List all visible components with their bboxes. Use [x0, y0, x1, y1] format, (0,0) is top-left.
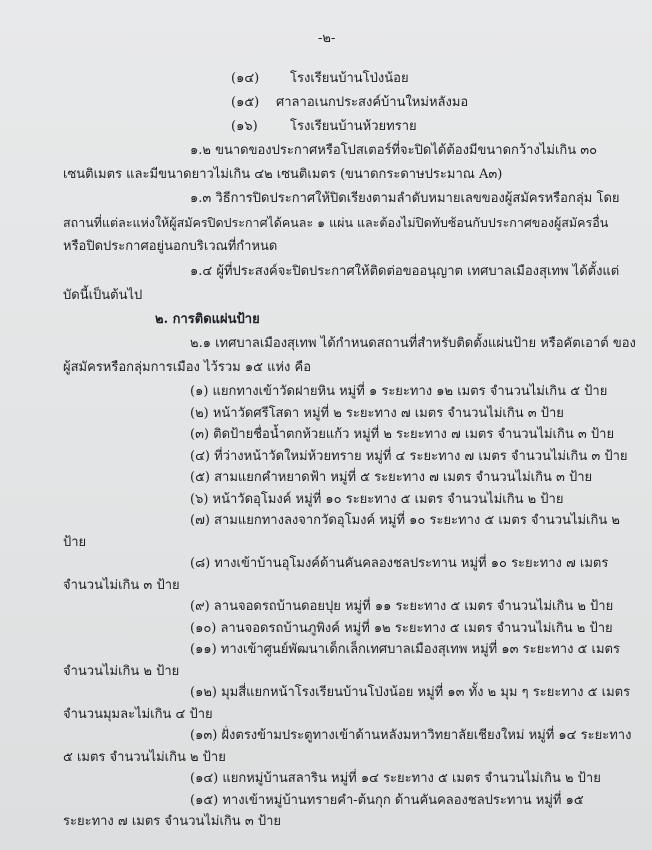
- list-item-15-text: ศาลาอเนกประสงค์บ้านใหม่หลังมอ: [276, 95, 469, 110]
- sign-location-9: (๙) ลานจอดรถบ้านดอยปุย หมู่ที่ ๑๑ ระยะทาง ๕ เมตร จำนวนไม่เกิน ๒ ป้าย: [190, 599, 614, 614]
- para-1-4-line1: ๑.๔ ผู้ที่ประสงค์จะปิดประกาศให้ติดต่อขออนุญาต เทศบาลเมืองสุเทพ ได้ตั้งแต่: [190, 264, 620, 279]
- sign-location-7: (๗) สามแยกทางลงจากวัดอุโมงค์ หมู่ที่ ๑๐ ระยะทาง ๕ เมตร จำนวนไม่เกิน ๒: [190, 513, 620, 528]
- para-1-3-line2: สถานที่แต่ละแห่งให้ผู้สมัครปิดประกาศได้คนละ ๑ แผ่น และต้องไม่ปิดทับซ้อนกับประกาศของผู้สมัครอื่น: [63, 215, 609, 230]
- sign-location-10: (๑๐) ลานจอดรถบ้านภูพิงค์ หมู่ที่ ๑๒ ระยะทาง ๕ เมตร จำนวนไม่เกิน ๒ ป้าย: [190, 621, 613, 636]
- sign-location-8: (๘) ทางเข้าบ้านอุโมงค์ด้านคันคลองชลประทาน หมู่ที่ ๑๐ ระยะทาง ๗ เมตร: [190, 556, 609, 571]
- sign-location-13-cont: ๕ เมตร จำนวนไม่เกิน ๒ ป้าย: [63, 750, 226, 765]
- sign-location-2: (๒) หน้าวัดศรีโสดา หมู่ที่ ๒ ระยะทาง ๗ เมตร จำนวนไม่เกิน ๓ ป้าย: [190, 406, 564, 421]
- list-item-15-num: (๑๕): [231, 95, 260, 110]
- section-2-intro-line2: ผู้สมัครหรือกลุ่มการเมือง ไว้รวม ๑๕ แห่ง คือ: [63, 360, 311, 375]
- sign-location-8-cont: จำนวนไม่เกิน ๓ ป้าย: [63, 578, 180, 593]
- sign-location-13: (๑๓) ฝั่งตรงข้ามประตูทางเข้าด้านหลังมหาวิทยาลัยเชียงใหม่ หมู่ที่ ๑๔ ระยะทาง: [190, 728, 632, 743]
- sign-location-12: (๑๒) มุมสี่แยกหน้าโรงเรียนบ้านโป่งน้อย หมู่ที่ ๑๓ ทั้ง ๒ มุม ๆ ระยะทาง ๕ เมตร: [190, 685, 631, 700]
- para-1-2-line1: ๑.๒ ขนาดของประกาศหรือโปสเตอร์ที่จะปิดได้ต้องมีขนาดกว้างไม่เกิน ๓๐: [190, 143, 598, 158]
- sign-location-15: (๑๕) ทางเข้าหมู่บ้านทรายคำ-ต้นกุก ด้านคันคลองชลประทาน หมู่ที่ ๑๕: [190, 793, 584, 808]
- list-item-16-text: โรงเรียนบ้านห้วยทราย: [290, 119, 417, 134]
- page-number: -๒-: [318, 31, 336, 46]
- para-1-4-line2: บัดนี้เป็นต้นไป: [63, 288, 143, 303]
- para-1-3-line1: ๑.๓ วิธีการปิดประกาศให้ปิดเรียงตามลำดับหมายเลขของผู้สมัครหรือกลุ่ม โดย: [190, 191, 620, 206]
- list-item-14-num: (๑๔): [231, 71, 260, 86]
- list-item-16-num: (๑๖): [231, 119, 258, 134]
- sign-location-4: (๔) ที่ว่างหน้าวัดใหม่ห้วยทราย หมู่ที่ ๔ ระยะทาง ๗ เมตร จำนวนไม่เกิน ๓ ป้าย: [190, 449, 628, 464]
- para-1-2-line2: เซนติเมตร และมีขนาดยาวไม่เกิน ๔๒ เซนติเมตร (ขนาดกระดาษประมาณ A๓): [63, 167, 503, 182]
- sign-location-5: (๕) สามแยกคำหยาดฟ้า หมู่ที่ ๕ ระยะทาง ๗ เมตร จำนวนไม่เกิน ๓ ป้าย: [190, 470, 593, 485]
- sign-location-3: (๓) ติดป้ายชื่อน้ำตกห้วยแก้ว หมู่ที่ ๒ ระยะทาง ๗ เมตร จำนวนไม่เกิน ๓ ป้าย: [190, 427, 615, 442]
- sign-location-7-cont: ป้าย: [63, 535, 87, 550]
- para-1-3-line3: หรือปิดประกาศอยู่นอกบริเวณที่กำหนด: [63, 239, 278, 254]
- sign-location-6: (๖) หน้าวัดอุโมงค์ หมู่ที่ ๑๐ ระยะทาง ๕ เมตร จำนวนไม่เกิน ๒ ป้าย: [190, 492, 564, 507]
- sign-location-14: (๑๔) แยกหมู่บ้านสลาริน หมู่ที่ ๑๔ ระยะทาง ๕ เมตร จำนวนไม่เกิน ๒ ป้าย: [190, 771, 601, 786]
- sign-location-12-cont: จำนวนมุมละไม่เกิน ๔ ป้าย: [63, 707, 213, 722]
- sign-location-1: (๑) แยกทางเข้าวัดฝายหิน หมู่ที่ ๑ ระยะทาง ๑๒ เมตร จำนวนไม่เกิน ๕ ป้าย: [190, 384, 608, 399]
- list-item-14-text: โรงเรียนบ้านโป่งน้อย: [290, 71, 409, 86]
- section-2-heading: ๒. การติดแผ่นป้าย: [155, 312, 260, 327]
- sign-location-15-cont: ระยะทาง ๗ เมตร จำนวนไม่เกิน ๓ ป้าย: [63, 814, 282, 829]
- sign-location-11-cont: จำนวนไม่เกิน ๒ ป้าย: [63, 664, 180, 679]
- section-2-intro-line1: ๒.๑ เทศบาลเมืองสุเทพ ได้กำหนดสถานที่สำหรับติดตั้งแผ่นป้าย หรือคัตเอาต์ ของ: [190, 336, 636, 351]
- sign-location-11: (๑๑) ทางเข้าศูนย์พัฒนาเด็กเล็กเทศบาลเมืองสุเทพ หมู่ที่ ๑๓ ระยะทาง ๕ เมตร: [190, 642, 620, 657]
